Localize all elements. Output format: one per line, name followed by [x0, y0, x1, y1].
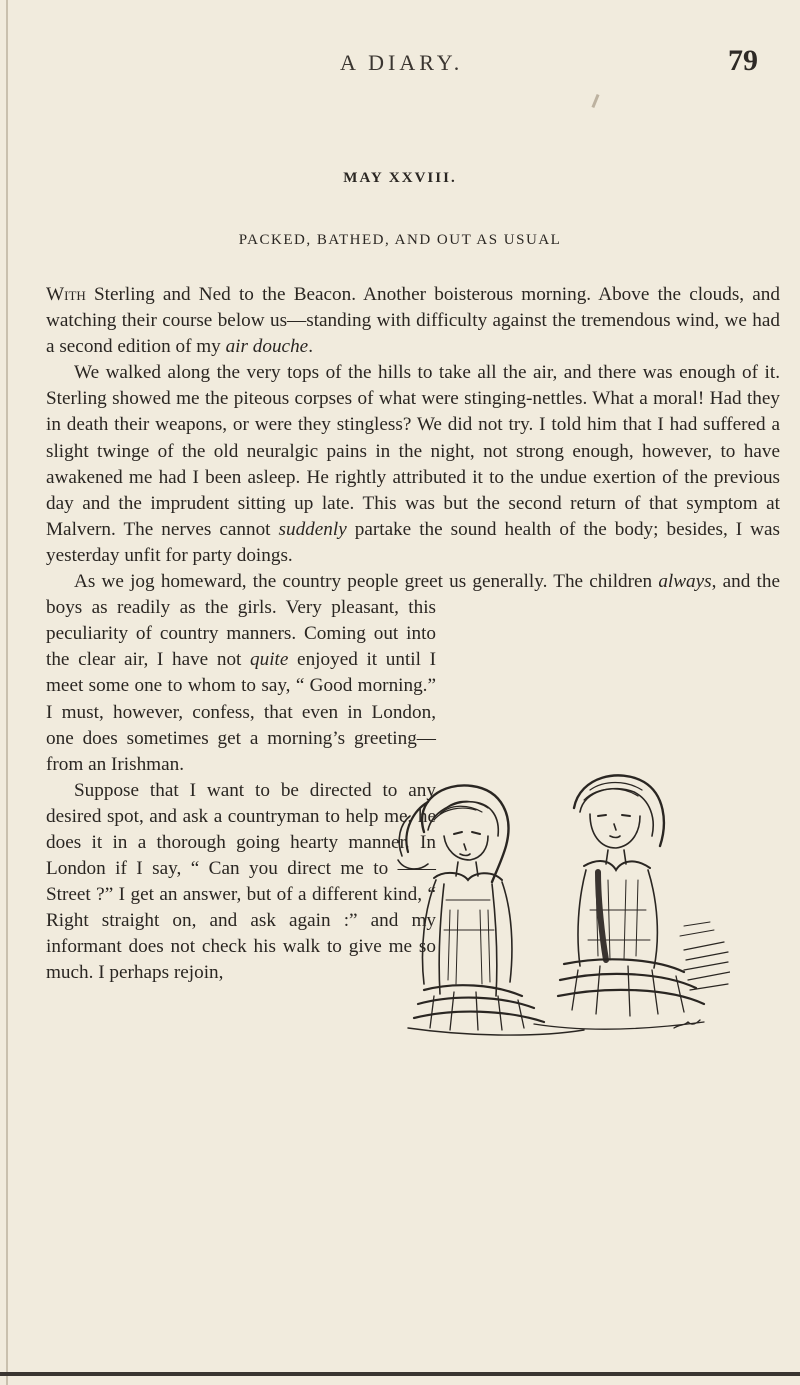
two-children-engraving: [384, 760, 730, 1046]
page-number: 79: [728, 44, 758, 77]
entry-subtitle: PACKED, BATHED, AND OUT AS USUAL: [238, 232, 562, 248]
paragraph-3: [46, 569, 780, 778]
running-head: [0, 44, 800, 80]
paragraph-2-text-a: We walked along the very tops of the hills to take all the air, and there was enough of it. Sterling showed me the piteous corpses of what were stinging-nettles. What a moral! Had they in death their weapons, or were they stingless? We did not try. I told him that I had suffered a slight twinge of the old neuralgic pains in the night, not strong enough, however, to have awakened me had I been asleep. He rightly attributed it to the undue exertion of the previous day and the imprudent sitting up late. This was but the second return of that symptom at Malvern. The nerves cannot: [46, 362, 780, 540]
paragraph-2: [46, 360, 780, 569]
page-gutter-edge: [6, 0, 8, 1385]
paragraph-3-emphasis-b: quite: [250, 649, 289, 671]
paragraph-3-text-c: enjoyed it until I meet some one to whom to say, “ Good morning.” I must, however, confess, that even in London, one does sometimes get a morning’s greeting—from an Irishman.: [46, 649, 436, 775]
entry-date: MAY XXVIII.: [343, 170, 457, 186]
paragraph-2-text-b: partake the sound health of the body; besides, I was yesterday unfit for party doings.: [46, 518, 780, 566]
paragraph-3-text-a: As we jog homeward, the country people greet us generally. The children: [74, 571, 659, 593]
paper-speck: [591, 94, 599, 108]
paragraph-1-emphasis: air douche: [225, 336, 309, 358]
paragraph-1-text-b: .: [308, 336, 313, 358]
paragraph-3-text-b: , and the boys as readily as the girls. Very pleasant, this peculiarity of country manners. Coming out into the clear air, I have not: [46, 571, 780, 671]
paragraph-4-text: Suppose that I want to be directed to any desired spot, and ask a countryman to help me, he does it in a thorough going hearty manner. In London if I say, “ Can you direct me to —— Street ?” I get an answer, but of a different kind, “ Right straight on, and ask again :” and my informant does not check his walk to give me so much. I perhaps rejoin,: [46, 779, 436, 984]
page-bottom-edge: [0, 1372, 800, 1376]
paragraph-2-emphasis: suddenly: [278, 518, 347, 540]
paragraph-1: [46, 282, 780, 360]
paragraph-1-text-a: Sterling and Ned to the Beacon. Another boisterous morning. Above the clouds, and watching their course below us—standing with difficulty against the tremendous wind, we had a second edition of my: [46, 284, 780, 358]
paragraph-3-emphasis-a: always: [658, 571, 712, 593]
running-title: A DIARY.: [340, 50, 464, 75]
drop-lead-word: With: [46, 284, 86, 305]
engraving-illustration: [384, 760, 730, 1046]
